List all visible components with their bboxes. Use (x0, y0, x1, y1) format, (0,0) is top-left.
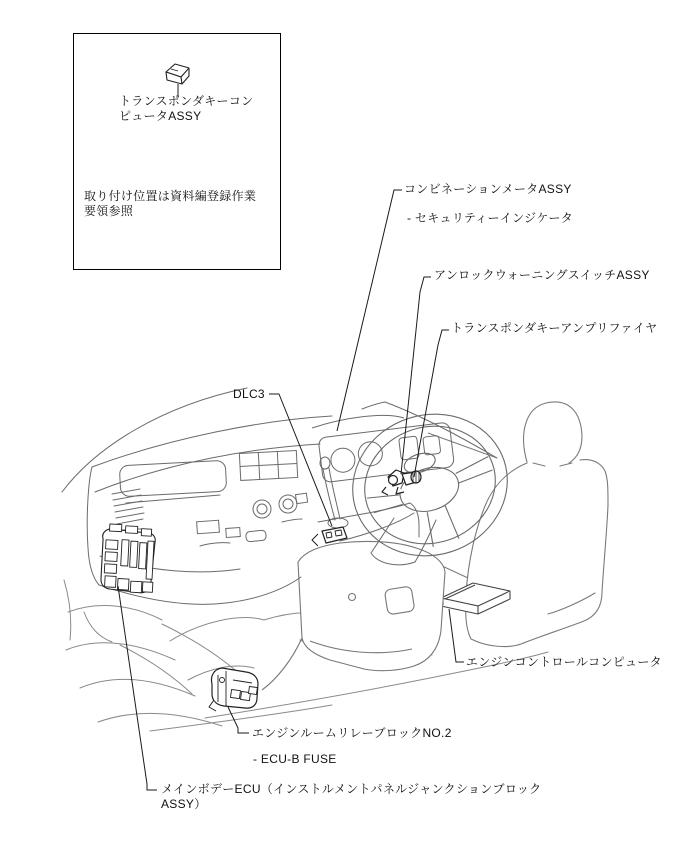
dash-tray (119, 460, 226, 497)
info-box-note-line2: 要領参照 (84, 204, 134, 218)
callout-main-body-ecu (161, 782, 541, 812)
dash-left-end (87, 467, 99, 585)
info-box-note (84, 189, 256, 219)
info-box-component-label-line2: ピュータASSY (119, 109, 202, 123)
dash-top-edge (92, 416, 332, 467)
info-box (73, 33, 281, 270)
leader-dlc3 (269, 394, 332, 526)
callout-unlock-warning-switch: アンロックウォーニングスイッチASSY (434, 268, 650, 282)
callout-engine-room-relay-block: エンジンルームリレーブロックNO.2 (252, 726, 452, 740)
engine-control-computer-box (441, 583, 510, 614)
leader-combination-meter (337, 190, 402, 431)
callout-security-indicator: - セキュリティーインジケータ (407, 211, 574, 225)
callout-ecu-b-fuse: - ECU-B FUSE (253, 752, 337, 766)
main-body-ecu-junction-block (100, 524, 156, 594)
cowl-right-edge (385, 402, 497, 458)
seat-back (466, 460, 608, 647)
engine-room-relay-block (209, 668, 258, 711)
leader-engine-control-computer (449, 609, 464, 662)
callout-main-body-ecu-line1: メインボデーECU（インストルメントパネルジャンクションブロック (161, 782, 542, 796)
leader-main-body-ecu (118, 586, 157, 790)
callout-dlc3: DLC3 (233, 387, 265, 401)
center-vent-grid (239, 451, 297, 481)
callout-combination-meter: コンビネーションメータASSY (404, 182, 572, 196)
leader-unlock-warning-switch (401, 277, 431, 474)
info-box-component-label (119, 94, 253, 124)
body-side-lines (428, 433, 497, 578)
center-console (262, 541, 445, 690)
callout-transponder-key-amplifier: トランスポンダキーアンプリファイヤ (451, 321, 658, 335)
info-box-component-label-line1: トランスポンダキーコン (119, 94, 254, 108)
seat-cushion-crease (548, 593, 595, 614)
callout-main-body-ecu-line2: ASSY） (161, 797, 207, 811)
heater-controls (197, 495, 302, 546)
headrest (524, 402, 582, 463)
callout-engine-control-computer: エンジンコントロールコンピュータ (466, 655, 662, 669)
info-box-note-line1: 取り付け位置は資料編登録作業 (84, 189, 257, 203)
